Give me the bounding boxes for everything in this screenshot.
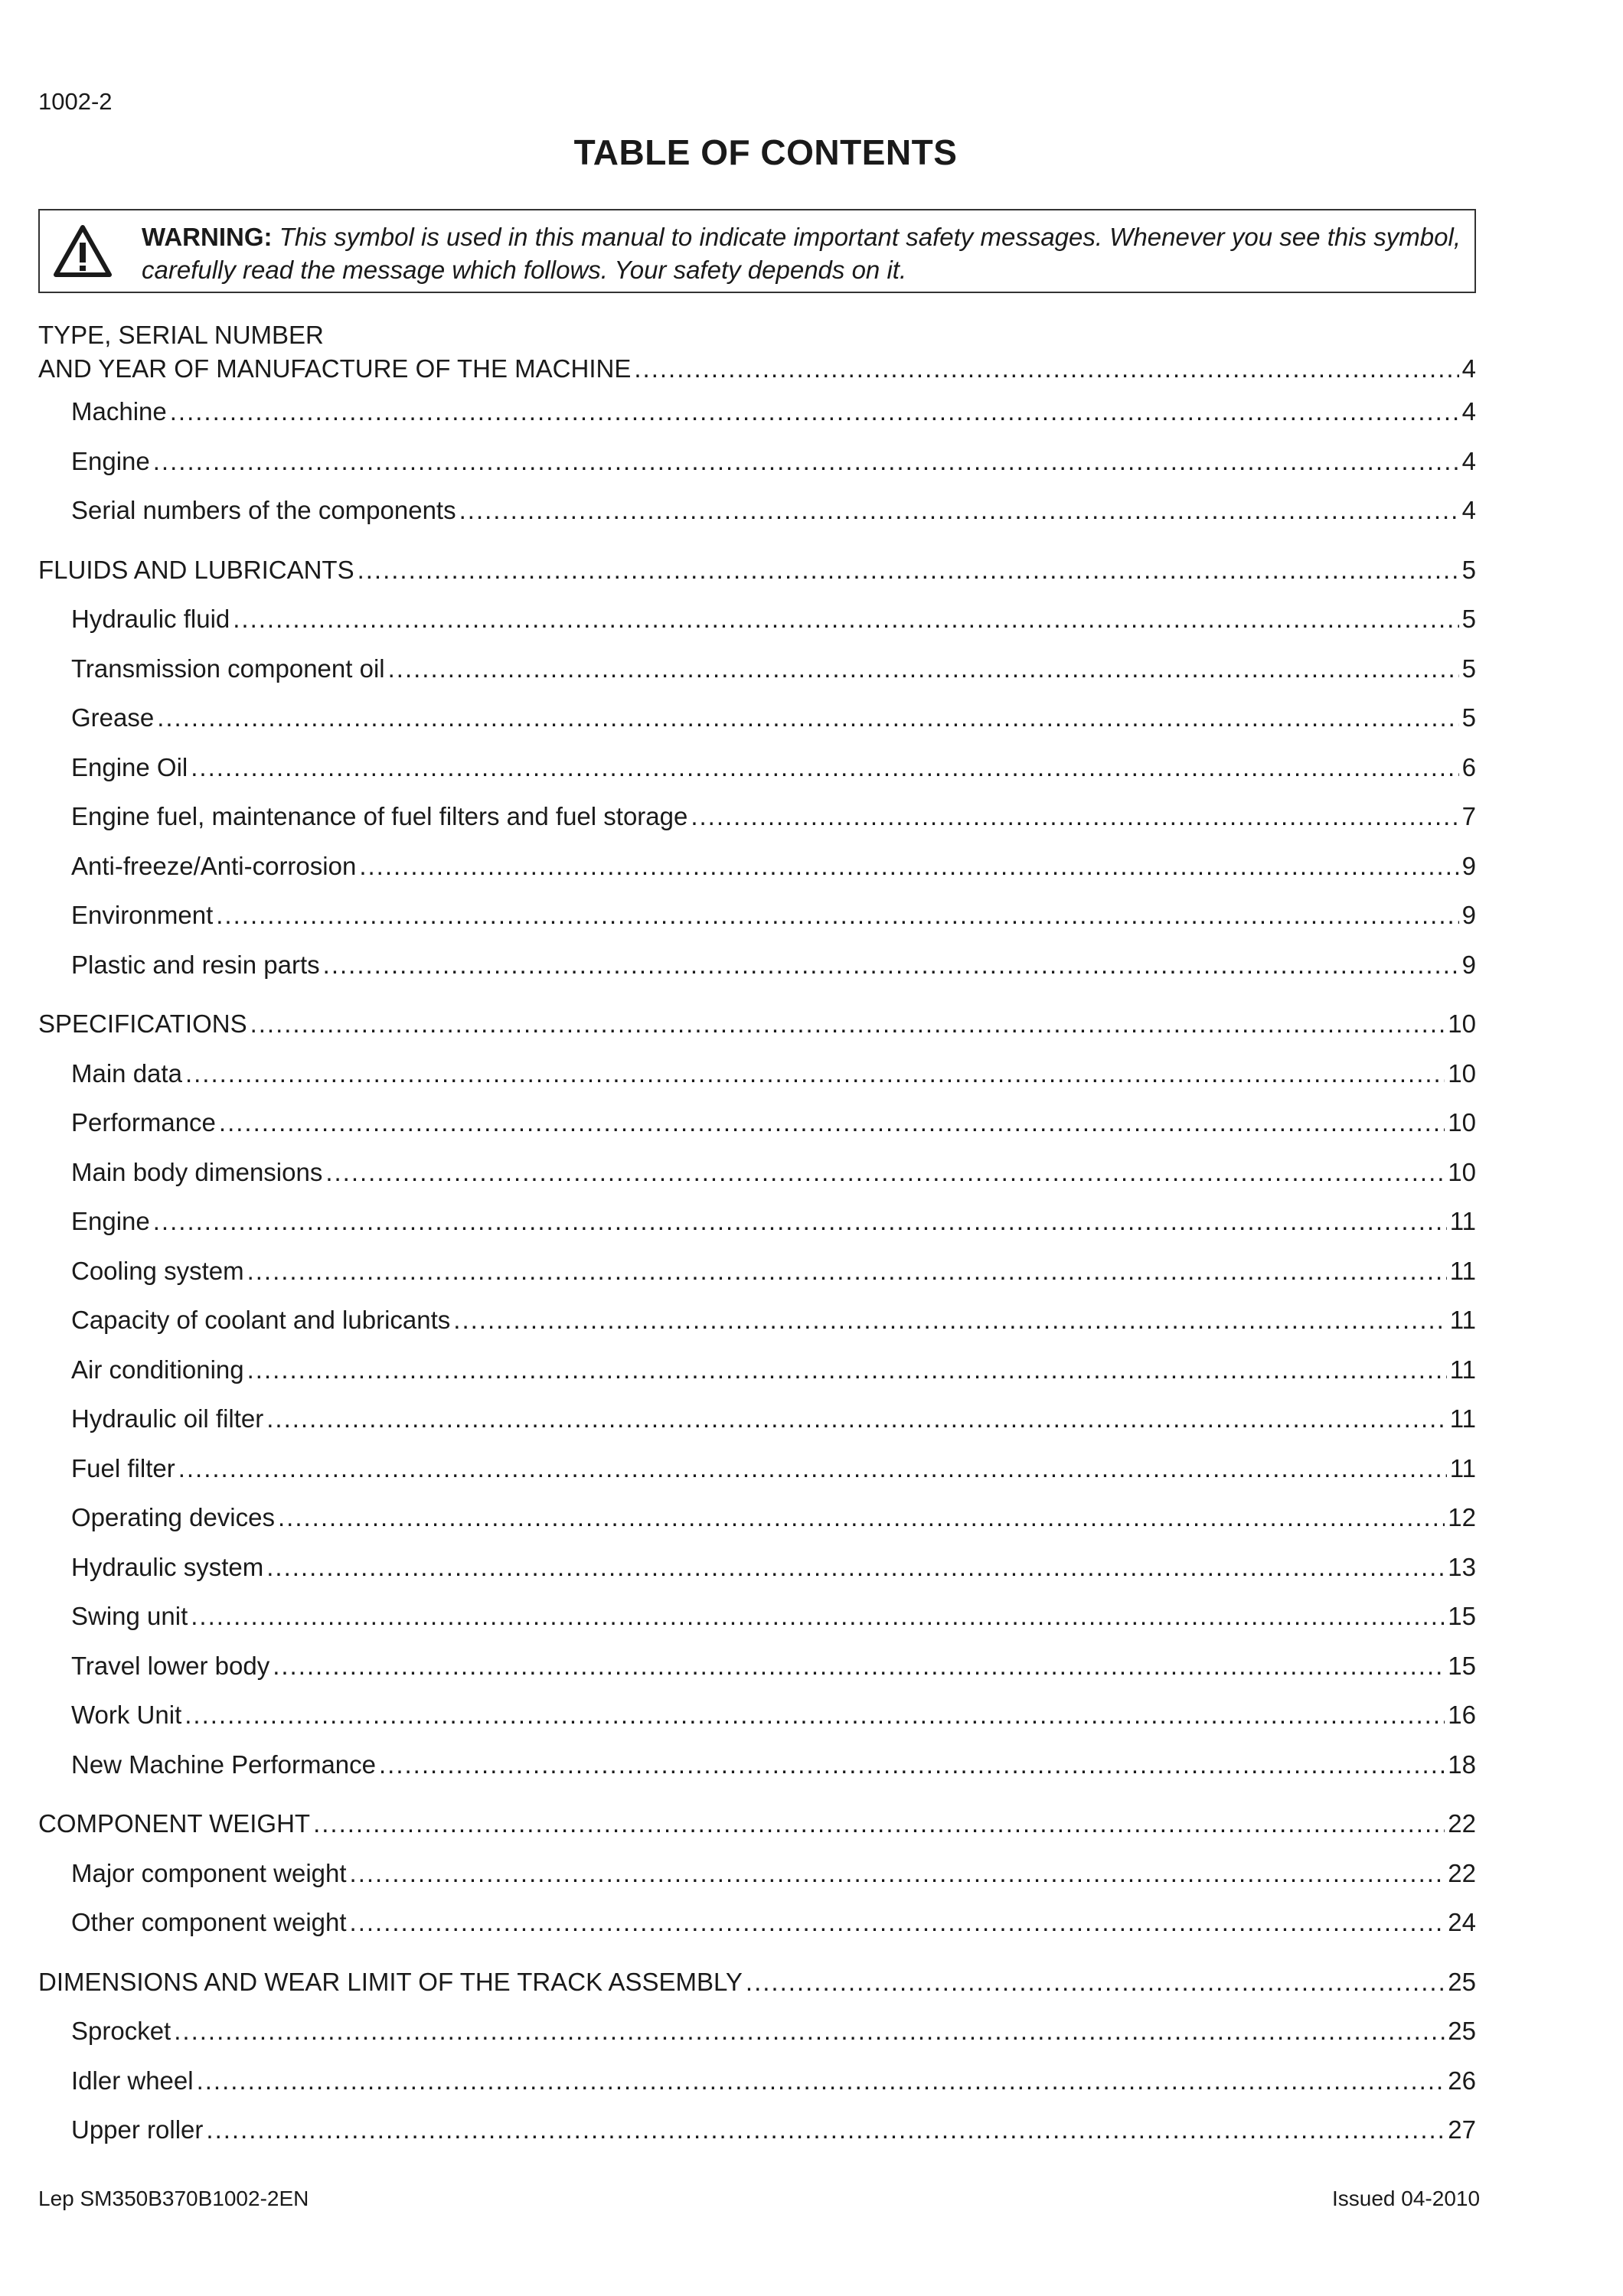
toc-entry-label: Capacity of coolant and lubricants — [71, 1306, 451, 1334]
footer-issue-date: Issued 04-2010 — [1332, 2187, 1481, 2210]
toc-section-heading: TYPE, SERIAL NUMBER — [38, 321, 324, 349]
toc-dot-leader — [153, 1197, 1447, 1247]
toc-entry-label: Other component weight — [71, 1908, 347, 1936]
toc-subsection-entry[interactable] — [38, 1247, 1476, 1296]
toc-entry-label: New Machine Performance — [71, 1750, 376, 1779]
toc-entry-label: Serial numbers of the components — [71, 496, 456, 524]
toc-entry-page: 16 — [1448, 1701, 1476, 1729]
toc-entry-page: 5 — [1461, 703, 1476, 732]
toc-entry-label: Cooling system — [71, 1256, 244, 1285]
toc-entry-page: 11 — [1449, 1256, 1476, 1285]
toc-dot-leader — [178, 1444, 1447, 1494]
toc-subsection-entry[interactable] — [38, 1197, 1476, 1247]
toc-entry-label: Engine fuel, maintenance of fuel filters and fuel storage — [71, 802, 688, 830]
toc-entry-page: 10 — [1448, 1009, 1476, 1038]
toc-dot-leader — [216, 891, 1458, 941]
toc-entry-page: 4 — [1461, 446, 1476, 475]
toc-entry-label: DIMENSIONS AND WEAR LIMIT OF THE TRACK ASSEMBLY — [38, 1967, 743, 1996]
toc-subsection-entry[interactable] — [38, 387, 1476, 437]
toc-dot-leader — [691, 792, 1458, 842]
toc-dot-leader — [233, 595, 1458, 644]
toc-subsection-entry[interactable] — [38, 1345, 1476, 1395]
toc-entry-label: Hydraulic system — [71, 1552, 264, 1581]
toc-entry-label: Upper roller — [71, 2115, 204, 2144]
warning-text — [142, 220, 1461, 286]
toc-dot-leader — [358, 546, 1459, 595]
warning-label: WARNING: — [142, 223, 273, 251]
toc-dot-leader — [746, 1958, 1445, 2007]
toc-subsection-entry[interactable] — [38, 595, 1476, 644]
toc-entry-label: Hydraulic fluid — [71, 605, 230, 633]
toc-dot-leader — [153, 437, 1459, 487]
toc-entry-label: Main data — [71, 1058, 182, 1088]
footer-document-code: Lep SM350B370B1002-2EN — [38, 2187, 309, 2210]
toc-dot-leader — [174, 2007, 1445, 2056]
toc-entry-label: Main body dimensions — [71, 1157, 323, 1186]
toc-dot-leader — [247, 1247, 1447, 1296]
toc-dot-leader — [247, 1345, 1447, 1395]
toc-subsection-entry[interactable] — [38, 1898, 1476, 1948]
toc-subsection-entry[interactable] — [38, 437, 1476, 487]
toc-dot-leader — [359, 842, 1458, 892]
toc-dot-leader — [388, 644, 1459, 694]
toc-dot-leader — [379, 1740, 1445, 1790]
toc-dot-leader — [453, 1296, 1446, 1345]
toc-section-entry[interactable] — [38, 1000, 1476, 1049]
toc-entry-page: 15 — [1448, 1602, 1476, 1630]
toc-dot-leader — [325, 1148, 1445, 1198]
toc-dot-leader — [323, 941, 1459, 990]
toc-entry-label: Work Unit — [71, 1701, 182, 1729]
toc-subsection-entry[interactable] — [38, 743, 1476, 793]
toc-subsection-entry[interactable] — [38, 1592, 1476, 1642]
toc-subsection-entry[interactable] — [38, 1148, 1476, 1198]
toc-entry-page: 4 — [1461, 397, 1476, 426]
toc-dot-leader — [185, 1049, 1445, 1099]
toc-dot-leader — [266, 1394, 1446, 1444]
toc-dot-leader — [197, 2056, 1445, 2106]
toc-entry-page: 25 — [1448, 1967, 1476, 1996]
table-of-contents — [38, 320, 1476, 2155]
toc-subsection-entry[interactable] — [38, 1740, 1476, 1790]
toc-dot-leader — [350, 1849, 1445, 1899]
toc-subsection-entry[interactable] — [38, 2105, 1476, 2155]
toc-subsection-entry[interactable] — [38, 1394, 1476, 1444]
toc-entry-page: 4 — [1461, 496, 1476, 524]
toc-entry-page: 12 — [1448, 1503, 1476, 1531]
toc-dot-leader — [157, 693, 1458, 743]
toc-entry-page: 5 — [1461, 555, 1476, 584]
toc-entry-page: 11 — [1449, 1306, 1476, 1334]
toc-entry-label: Anti-freeze/Anti-corrosion — [71, 851, 357, 880]
toc-entry-label: Sprocket — [71, 2017, 171, 2045]
toc-dot-leader — [250, 1000, 1445, 1049]
toc-dot-leader — [266, 1543, 1445, 1593]
toc-dot-leader — [278, 1493, 1445, 1543]
toc-subsection-entry[interactable] — [38, 842, 1476, 892]
toc-entry-page: 27 — [1448, 2115, 1476, 2144]
toc-subsection-entry[interactable] — [38, 1049, 1476, 1099]
toc-section-entry[interactable] — [38, 546, 1476, 595]
toc-dot-leader — [206, 2105, 1445, 2155]
toc-subsection-entry[interactable] — [38, 1296, 1476, 1345]
page-number: 1002-2 — [38, 88, 113, 115]
toc-entry-page: 10 — [1448, 1108, 1476, 1137]
warning-message: This symbol is used in this manual to indicate important safety messages. Whenever you see this symbol, carefully read the message which follows. Your safety depends on it. — [142, 223, 1461, 284]
toc-entry-page: 9 — [1461, 901, 1476, 929]
toc-dot-leader — [313, 1799, 1445, 1849]
toc-entry-page: 6 — [1461, 752, 1476, 781]
toc-entry-label: Swing unit — [71, 1602, 188, 1630]
toc-subsection-entry[interactable] — [38, 644, 1476, 694]
toc-entry-label: Grease — [71, 703, 155, 732]
toc-entry-label: Machine — [71, 397, 167, 426]
toc-subsection-entry[interactable] — [38, 1849, 1476, 1899]
toc-entry-page: 25 — [1448, 2017, 1476, 2045]
toc-entry-label: Transmission component oil — [71, 654, 385, 683]
toc-entry-page: 24 — [1448, 1908, 1476, 1936]
toc-dot-leader — [273, 1642, 1445, 1691]
toc-entry-label: Travel lower body — [71, 1651, 270, 1680]
toc-entry-page: 7 — [1461, 802, 1476, 830]
toc-entry-page: 11 — [1449, 1453, 1476, 1482]
toc-subsection-entry[interactable] — [38, 891, 1476, 941]
toc-dot-leader — [634, 351, 1458, 387]
toc-subsection-entry[interactable] — [38, 2056, 1476, 2106]
toc-entry-label: Air conditioning — [71, 1355, 244, 1384]
toc-subsection-entry[interactable] — [38, 1444, 1476, 1494]
toc-section-entry[interactable] — [38, 1799, 1476, 1849]
toc-entry-label: Fuel filter — [71, 1453, 175, 1482]
toc-entry-page: 9 — [1461, 851, 1476, 880]
toc-entry-page: 11 — [1449, 1404, 1476, 1433]
toc-entry-page: 13 — [1448, 1552, 1476, 1581]
warning-triangle-icon — [54, 224, 112, 278]
toc-dot-leader — [185, 1691, 1445, 1740]
toc-subsection-entry[interactable] — [38, 2007, 1476, 2056]
toc-entry-page: 5 — [1461, 605, 1476, 633]
toc-entry-label: SPECIFICATIONS — [38, 1009, 247, 1038]
toc-dot-leader — [350, 1898, 1445, 1948]
toc-entry-page: 22 — [1448, 1858, 1476, 1887]
toc-entry-page: 11 — [1449, 1207, 1476, 1235]
toc-entry-label: Plastic and resin parts — [71, 950, 320, 979]
toc-entry-page: 15 — [1448, 1651, 1476, 1680]
toc-entry-page: 18 — [1448, 1750, 1476, 1779]
toc-entry-label: Major component weight — [71, 1858, 347, 1887]
toc-entry-page: 5 — [1461, 654, 1476, 683]
toc-dot-leader — [459, 486, 1459, 536]
toc-entry-page: 26 — [1448, 2066, 1476, 2095]
toc-entry-label: COMPONENT WEIGHT — [38, 1809, 311, 1838]
toc-subsection-entry[interactable] — [38, 1543, 1476, 1593]
toc-entry-page: 4 — [1461, 354, 1476, 383]
toc-entry-label: Engine — [71, 1207, 150, 1235]
toc-dot-leader — [191, 1592, 1445, 1642]
toc-section-entry[interactable] — [38, 351, 1476, 387]
toc-entry-label: Environment — [71, 901, 214, 929]
toc-subsection-entry[interactable] — [38, 792, 1476, 842]
toc-entry-page: 10 — [1448, 1058, 1476, 1088]
toc-dot-leader — [191, 743, 1458, 793]
toc-entry-label: Idler wheel — [71, 2066, 194, 2095]
toc-entry-label: Performance — [71, 1108, 216, 1137]
toc-subsection-entry[interactable] — [38, 693, 1476, 743]
toc-dot-leader — [219, 1098, 1445, 1148]
toc-subsection-entry[interactable] — [38, 1642, 1476, 1691]
toc-entry-label: Engine Oil — [71, 752, 188, 781]
toc-entry-label: FLUIDS AND LUBRICANTS — [38, 555, 354, 584]
toc-entry-page: 22 — [1448, 1809, 1476, 1838]
warning-box — [38, 209, 1476, 293]
toc-entry-page: 9 — [1461, 950, 1476, 979]
page-title: TABLE OF CONTENTS — [573, 132, 958, 172]
toc-entry-page: 10 — [1448, 1157, 1476, 1186]
toc-entry-label: Hydraulic oil filter — [71, 1404, 264, 1433]
toc-entry-label: AND YEAR OF MANUFACTURE OF THE MACHINE — [38, 354, 632, 383]
toc-subsection-entry[interactable] — [38, 941, 1476, 990]
toc-dot-leader — [170, 387, 1459, 437]
toc-subsection-entry[interactable] — [38, 486, 1476, 536]
toc-entry-label: Operating devices — [71, 1503, 275, 1531]
toc-subsection-entry[interactable] — [38, 1098, 1476, 1148]
toc-subsection-entry[interactable] — [38, 1691, 1476, 1740]
toc-entry-label: Engine — [71, 446, 150, 475]
toc-entry-page: 11 — [1449, 1355, 1476, 1384]
toc-section-entry[interactable] — [38, 1958, 1476, 2007]
toc-subsection-entry[interactable] — [38, 1493, 1476, 1543]
